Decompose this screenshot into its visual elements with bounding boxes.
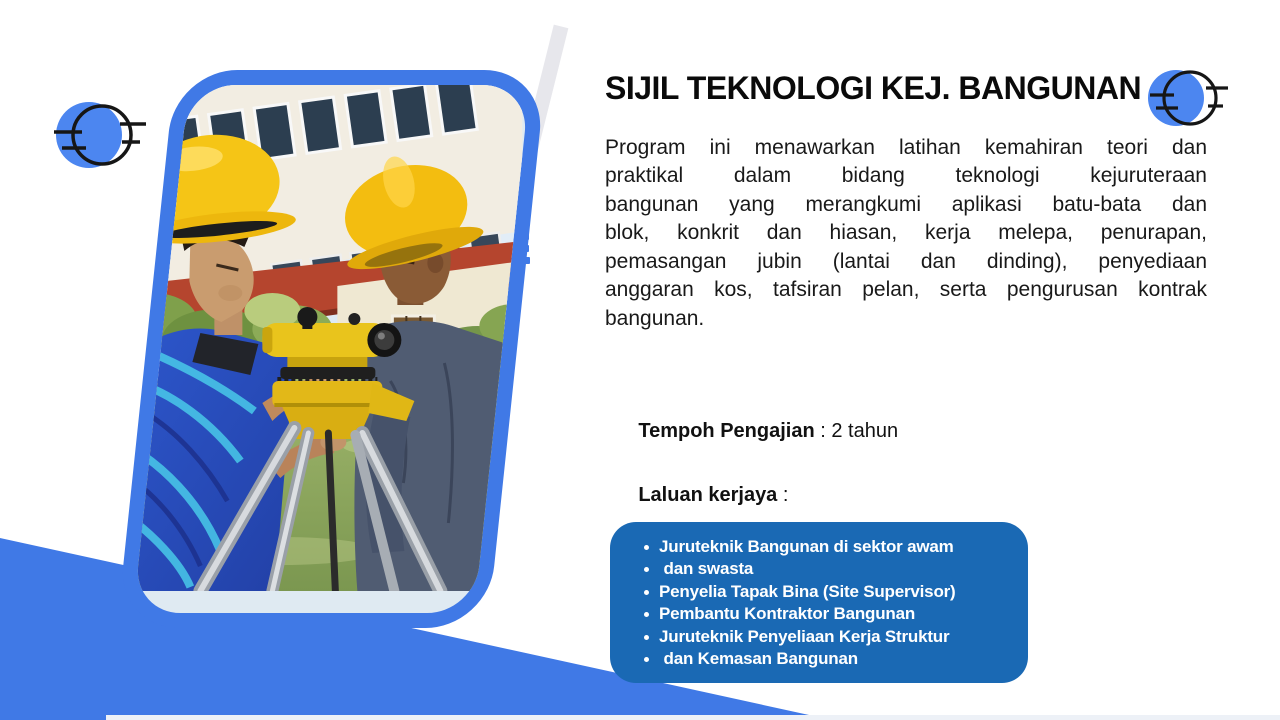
description-line: blok, konkrit dan hiasan, kerja melepa, penurapan, xyxy=(605,221,1207,245)
photo-scene-illustration xyxy=(122,81,522,591)
study-duration xyxy=(605,397,898,466)
surveying-target-icon xyxy=(1146,68,1230,130)
description-line: bangunan yang merangkumi aplikasi batu-bata dan xyxy=(605,192,1207,216)
description-line: Program ini menawarkan latihan kemahiran teori dan xyxy=(605,136,1207,159)
bottom-edge-strip xyxy=(106,715,1280,720)
page-title: SIJIL TEKNOLOGI KEJ. BANGUNAN xyxy=(605,70,1142,106)
career-path-colon: : xyxy=(777,484,789,506)
career-item-label: Juruteknik Bangunan di sektor awam xyxy=(659,537,954,556)
bullet-icon xyxy=(644,635,649,640)
career-item-label: Juruteknik Penyeliaan Kerja Struktur xyxy=(659,626,950,646)
bullet-icon xyxy=(644,545,649,550)
career-item-label: dan swasta xyxy=(659,559,754,579)
career-item-label: dan Kemasan Bangunan xyxy=(659,648,858,668)
list-item xyxy=(644,603,1010,625)
study-duration-value: : 2 tahun xyxy=(814,420,899,442)
description-line: anggaran kos, tafsiran pelan, serta pengurusan kontrak xyxy=(605,278,1207,302)
career-path-label: Laluan kerjaya xyxy=(638,484,778,506)
list-item xyxy=(644,626,1010,648)
bullet-icon xyxy=(644,657,649,662)
surveying-target-icon xyxy=(52,100,148,178)
list-item xyxy=(644,558,1010,580)
program-description xyxy=(605,134,1207,333)
description-line: praktikal dalam bidang teknologi kejuruteraan xyxy=(605,164,1207,188)
bullet-icon xyxy=(644,612,649,617)
description-line: bangunan. xyxy=(605,306,705,330)
career-list-box xyxy=(610,522,1028,683)
bullet-icon xyxy=(644,567,649,572)
study-duration-label: Tempoh Pengajian xyxy=(638,420,815,442)
career-item-label: Penyelia Tapak Bina (Site Supervisor) xyxy=(659,581,956,601)
bullet-icon xyxy=(644,590,649,595)
career-item-label: Pembantu Kontraktor Bangunan xyxy=(659,604,916,624)
list-item xyxy=(644,581,1010,603)
description-line: pemasangan jubin (lantai dan dinding), penyediaan xyxy=(605,249,1207,273)
photo-building-students xyxy=(117,70,547,628)
list-item xyxy=(644,648,1010,670)
career-path-heading xyxy=(605,461,788,530)
list-item xyxy=(644,536,1010,558)
